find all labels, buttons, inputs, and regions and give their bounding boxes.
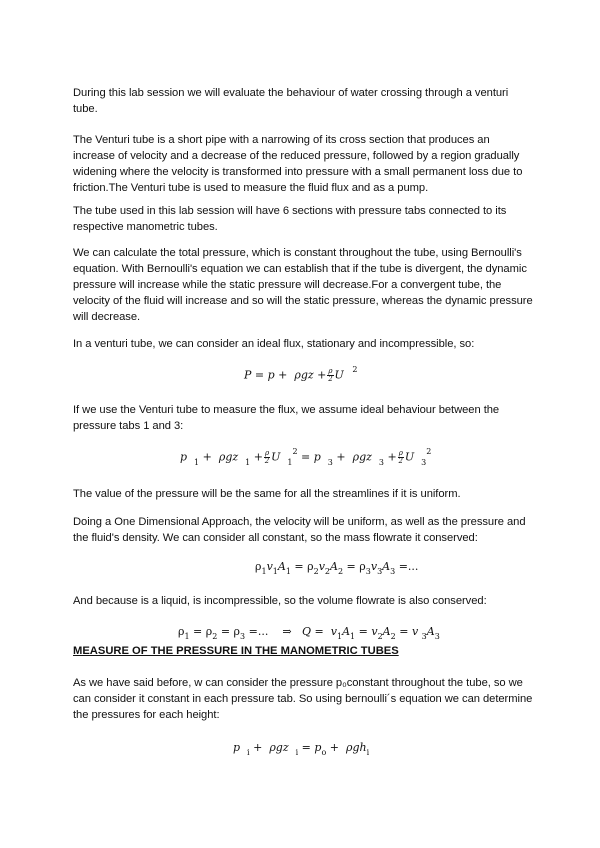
- equation-height-pressure: p $_i$ + ρgz $_i = p_o + \rho gh_i$: [233, 741, 370, 757]
- section-heading: MEASURE OF THE PRESSURE IN THE MANOMETRIC TUBES: [73, 645, 399, 657]
- equation-total-pressure: P = p + ρgz + $\frac{\rho}{2}$ U $^2$: [244, 364, 358, 383]
- paragraph-bernoulli: We can calculate the total pressure, which is constant throughout the tube, using Bernoulli's equation. With Bernoulli's equation we can establish that if the tube is divergent, the dynamic pressure will increase while the static pressure will decrease.For a convergent tube, the velocity of the fluid will increase and so will the static pressure, whereas the dynamic pressure will decrease.: [73, 247, 533, 323]
- paragraph-manometric-pressure: As we have said before, w can consider the pressure p₀constant throughout the tube, so we can consider it constant in each pressure tab. So using bernoulli´s equation we can determine the pressures for each height:: [73, 677, 533, 721]
- paragraph-ideal-flux: In a venturi tube, we can consider an ideal flux, stationary and incompressible, so:: [73, 338, 475, 350]
- equation-mass-flowrate: $\rho_1v_1A_1 = \rho_2v_2A_2 = \rho_3v_3A_3$ =...: [255, 560, 419, 576]
- paragraph-venturi-description: The Venturi tube is a short pipe with a narrowing of its cross section that produces an increase of velocity and a decrease of the reduced pressure, followed by a region gradually widening where the velocity is transformed into pressure with a small permanent loss due to friction.The Venturi tube is used to measure the fluid flux and as a pump.: [73, 134, 523, 194]
- paragraph-streamlines: The value of the pressure will be the same for all the streamlines if it is uniform.: [73, 488, 461, 500]
- equation-volume-flowrate: $\rho_1 = \rho_2 = \rho_3$ =... ⇒ $Q = v_1A_1 = v_2A_2 = v$ $_3A_3$: [178, 625, 440, 641]
- paragraph-pressure-tabs: The tube used in this lab session will have 6 sections with pressure tabs connected to its respective manometric tubes.: [73, 205, 507, 233]
- paragraph-volume-flowrate: And because is a liquid, is incompressible, so the volume flowrate is also conserved:: [73, 595, 487, 607]
- paragraph-intro: During this lab session we will evaluate the behaviour of water crossing through a venturi tube.: [73, 87, 509, 115]
- equation-bernoulli-tabs: p $_1$ + ρgz $_1$ + $\frac{\rho}{2}$ U $_1^2$ = p $_3$ + ρgz $_3$ + $\frac{\rho}{2}$ U $_3^2$: [180, 446, 432, 467]
- paragraph-flux-measure: If we use the Venturi tube to measure the flux, we assume ideal behaviour between the pressure tabs 1 and 3:: [73, 404, 500, 432]
- paragraph-one-dimensional: Doing a One Dimensional Approach, the velocity will be uniform, as well as the pressure and the fluid's density. We can consider all constant, so the mass flowrate it conserved:: [73, 516, 526, 544]
